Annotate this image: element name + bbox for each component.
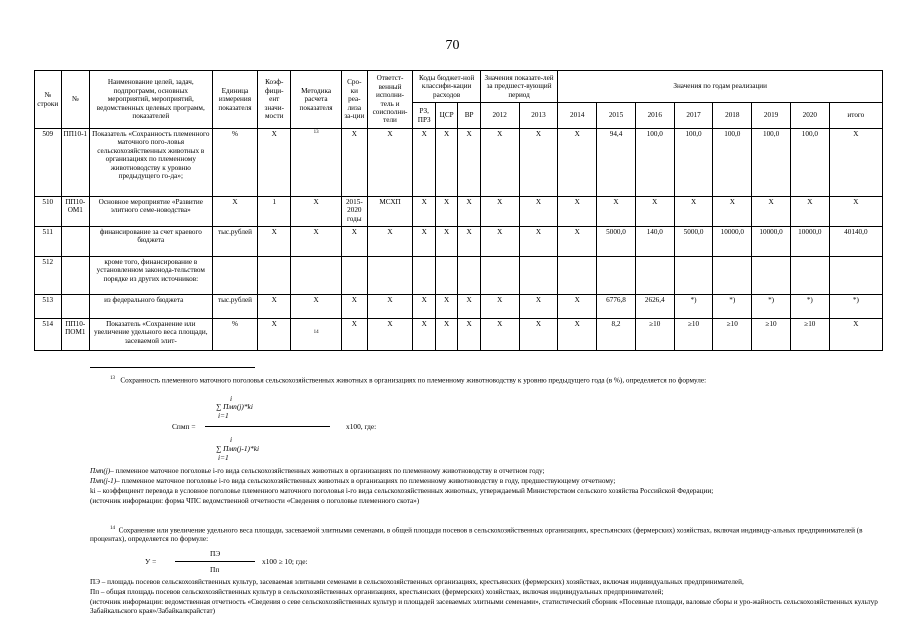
cell-terms: Х (342, 319, 368, 351)
cell-2018: *) (713, 295, 752, 319)
cell-total: Х (829, 197, 882, 227)
cell-2016 (635, 257, 674, 295)
header-name: Наименование целей, задач, подпрограмм, основных мероприятий, мероприятий, ведомственных целевых программ, показателей (90, 71, 212, 129)
cell-method (291, 129, 342, 197)
footnote-13-mark: 13 (110, 376, 115, 381)
cell-name: Основное мероприятие «Развитие элитного семе-новодства» (90, 197, 212, 227)
cell-2014: Х (558, 197, 597, 227)
cell-2016: 2626,4 (635, 295, 674, 319)
cell-row-num: 514 (35, 319, 62, 351)
formula-13-rhs: х100, где: (346, 422, 377, 431)
cell-total: *) (829, 295, 882, 319)
cell-2014: Х (558, 295, 597, 319)
cell-row-num: 511 (35, 227, 62, 257)
cell-2015: 94,4 (597, 129, 636, 197)
cell-2017: 5000,0 (674, 227, 713, 257)
header-exec: Ответст-венный исполни-тель и соисполни-тели (367, 71, 413, 129)
cell-rz: Х (413, 197, 435, 227)
header-rz: РЗ, ПРЗ (413, 103, 435, 129)
table-row (35, 227, 883, 257)
cell-2017: 100,0 (674, 129, 713, 197)
cell-coef: Х (258, 129, 291, 197)
footnote-13-def2-symbol: Пмп(j-1)– (90, 477, 120, 485)
header-2016: 2016 (635, 103, 674, 129)
cell-terms: Х (342, 295, 368, 319)
footnote-14-def2: Пп – общая площадь посевов сельскохозяйственных культур в сельскохозяйственных организациях, крестьянских (фермерских) хозяйствах, включая индивидуальных предпринимателей; (90, 588, 664, 596)
header-2012: 2012 (480, 103, 519, 129)
cell-2013: Х (519, 319, 558, 351)
header-2015: 2015 (597, 103, 636, 129)
table-row (35, 295, 883, 319)
cell-method: Х (291, 227, 342, 257)
cell-2016: Х (635, 197, 674, 227)
cell-exec: Х (367, 295, 413, 319)
cell-terms: Х (342, 129, 368, 197)
footnote-13 (110, 376, 880, 385)
cell-rz: Х (413, 319, 435, 351)
cell-2020: ≥10 (790, 319, 829, 351)
header-row-num: № строки (35, 71, 62, 129)
cell-2012: Х (480, 295, 519, 319)
footnote-ref-14[interactable]: 14 (313, 330, 319, 336)
cell-unit: % (212, 129, 258, 197)
cell-2012: Х (480, 129, 519, 197)
cell-rz: Х (413, 295, 435, 319)
cell-2015: 6776,8 (597, 295, 636, 319)
cell-unit: Х (212, 197, 258, 227)
cell-2015: 8,2 (597, 319, 636, 351)
cell-unit: % (212, 319, 258, 351)
cell-vr: Х (458, 295, 480, 319)
footnote-14-def3: (источник информации: ведомственная отчетность «Сведения о севе сельскохозяйственных культур и площадей засеваемых элитными семенами», статистический сборник «Посевные площади, валовые сборы и уро-жайность сельскохозяйственных культур Забайкальского края»/Забайкалкрайстат) (90, 598, 878, 615)
formula-14-den: Пп (210, 565, 220, 574)
cell-2018: ≥10 (713, 319, 752, 351)
cell-vr: Х (458, 197, 480, 227)
header-method: Методика расчета показателя (291, 71, 342, 129)
header-coef: Коэф-фици-ент значи-мости (258, 71, 291, 129)
cell-method: Х (291, 197, 342, 227)
cell-csr: Х (435, 295, 457, 319)
cell-2016: 100,0 (635, 129, 674, 197)
cell-num (61, 227, 90, 257)
cell-name: финансирование за счет краевого бюджета (90, 227, 212, 257)
cell-num (61, 295, 90, 319)
cell-2016: 140,0 (635, 227, 674, 257)
header-2020: 2020 (790, 103, 829, 129)
footnote-13-def4: (источник информации: форма ЧПС ведомственной отчетности «Сведения о поголовье племенного скота») (90, 497, 420, 505)
footnote-13-def1-symbol: Пмп(j)– (90, 467, 114, 475)
cell-unit (212, 257, 258, 295)
cell-unit: тыс.рублей (212, 295, 258, 319)
cell-2012: Х (480, 227, 519, 257)
formula-13-num-bottom: i=1 (218, 411, 229, 420)
cell-num: ПП10-1 (61, 129, 90, 197)
footnote-13-def3: ki – коэффициент перевода в условное поголовье племенного маточного поголовья i-го вида сельскохозяйственных животных, утверждаемый Министерством сельского хозяйства Российской Федерации; (90, 487, 714, 495)
formula-13-fraction-line (205, 426, 330, 427)
cell-2017 (674, 257, 713, 295)
footnote-14-mark: 14 (110, 526, 115, 531)
cell-2014 (558, 257, 597, 295)
cell-2017: *) (674, 295, 713, 319)
cell-name: Показатель «Сохранение или увеличение удельного веса площади, засеваемой элит- (90, 319, 212, 351)
cell-csr (435, 257, 457, 295)
footnote-13-def1-text: племенное маточное поголовье i-го вида сельскохозяйственных животных в организациях по племенному животноводству в отчетном году; (113, 467, 545, 475)
cell-2014: Х (558, 227, 597, 257)
cell-2019: 100,0 (752, 129, 791, 197)
cell-2012 (480, 257, 519, 295)
cell-vr: Х (458, 129, 480, 197)
cell-name: Показатель «Сохранность племенного маточного пого-ловья сельскохозяйственных животных в организациях по племенному животноводству к уровню предыдущего го-да»; (90, 129, 212, 197)
formula-13-lhs: Спмп = (172, 422, 196, 431)
cell-2018 (713, 257, 752, 295)
footnote-ref-13[interactable]: 13 (313, 130, 319, 135)
header-2019: 2019 (752, 103, 791, 129)
cell-2015: Х (597, 197, 636, 227)
cell-name: кроме того, финансирование в установленном законода-тельством порядке из других источников: (90, 257, 212, 295)
cell-exec: Х (367, 319, 413, 351)
footnote-13-def2-text: племенное маточное поголовье i-го вида сельскохозяйственных животных в организациях по племенному животноводству в году, предшествующему отчетному; (119, 477, 616, 485)
cell-name: из федерального бюджета (90, 295, 212, 319)
cell-2019: 10000,0 (752, 227, 791, 257)
cell-2019: *) (752, 295, 791, 319)
cell-rz: Х (413, 227, 435, 257)
formula-13-den-bottom: i=1 (218, 453, 229, 462)
cell-row-num: 509 (35, 129, 62, 197)
cell-total: 40140,0 (829, 227, 882, 257)
table-row (35, 197, 883, 227)
cell-2018: Х (713, 197, 752, 227)
cell-vr (458, 257, 480, 295)
table-row (35, 257, 883, 295)
formula-14-num: ПЭ (210, 549, 221, 558)
page-number: 70 (445, 38, 460, 53)
cell-exec: Х (367, 129, 413, 197)
cell-2015 (597, 257, 636, 295)
cell-vr: Х (458, 227, 480, 257)
cell-2020: 100,0 (790, 129, 829, 197)
cell-coef: 1 (258, 197, 291, 227)
cell-2020: *) (790, 295, 829, 319)
header-2017: 2017 (674, 103, 713, 129)
header-unit: Единица измерения показателя (212, 71, 258, 129)
header-num: № (61, 71, 90, 129)
cell-num: ПП10-ОМ1 (61, 197, 90, 227)
cell-total (829, 257, 882, 295)
footnote-13-def1 (90, 467, 880, 476)
cell-coef (258, 257, 291, 295)
cell-method (291, 257, 342, 295)
cell-exec (367, 257, 413, 295)
cell-2013: Х (519, 197, 558, 227)
cell-total: Х (829, 129, 882, 197)
formula-14-fraction-line (175, 561, 255, 562)
formula-13-num-top: i (230, 394, 233, 403)
cell-csr: Х (435, 129, 457, 197)
table-row (35, 129, 883, 197)
cell-2019 (752, 257, 791, 295)
header-terms: Сро-ки реа-лиза за-ции (342, 71, 368, 129)
cell-exec: Х (367, 227, 413, 257)
cell-2018: 100,0 (713, 129, 752, 197)
cell-2020 (790, 257, 829, 295)
cell-2013 (519, 257, 558, 295)
header-csr: ЦСР (435, 103, 457, 129)
cell-csr: Х (435, 227, 457, 257)
cell-coef: Х (258, 227, 291, 257)
formula-13-den-expr: ∑ Пмп(j-1)*ki (216, 444, 260, 453)
cell-2018: 10000,0 (713, 227, 752, 257)
cell-terms: 2015-2020 годы (342, 197, 368, 227)
header-2014: 2014 (558, 103, 597, 129)
header-vr: ВР (458, 103, 480, 129)
cell-2015: 5000,0 (597, 227, 636, 257)
cell-2017: Х (674, 197, 713, 227)
cell-row-num: 513 (35, 295, 62, 319)
formula-13-num-expr: ∑ Пмп(j)*ki (216, 402, 253, 411)
formula-14-rhs: х100 ≥ 10; где: (262, 557, 308, 566)
cell-method (291, 319, 342, 351)
cell-2020: Х (790, 197, 829, 227)
header-2013: 2013 (519, 103, 558, 129)
header-prev-values: Значения показате-лей за предшест-вующий период (480, 71, 558, 103)
cell-2012: Х (480, 319, 519, 351)
cell-2019: Х (752, 197, 791, 227)
cell-num: ПП10-ПОМ1 (61, 319, 90, 351)
cell-2020: 10000,0 (790, 227, 829, 257)
cell-csr: Х (435, 319, 457, 351)
cell-vr: Х (458, 319, 480, 351)
cell-exec: МСХП (367, 197, 413, 227)
cell-2013: Х (519, 295, 558, 319)
cell-csr: Х (435, 197, 457, 227)
footnote-14 (90, 526, 880, 544)
cell-terms (342, 257, 368, 295)
cell-row-num: 510 (35, 197, 62, 227)
cell-method: Х (291, 295, 342, 319)
cell-total: Х (829, 319, 882, 351)
cell-coef: Х (258, 295, 291, 319)
cell-2013: Х (519, 129, 558, 197)
formula-13-den-top: i (230, 435, 233, 444)
header-years-values: Значения по годам реализации (558, 71, 883, 103)
cell-2013: Х (519, 227, 558, 257)
footnote-13-def2 (90, 477, 880, 486)
indicators-table (34, 70, 883, 351)
cell-2016: ≥10 (635, 319, 674, 351)
table-row (35, 319, 883, 351)
formula-14-lhs: У = (145, 557, 157, 566)
cell-coef: Х (258, 319, 291, 351)
cell-2017: ≥10 (674, 319, 713, 351)
cell-unit: тыс.рублей (212, 227, 258, 257)
cell-2019: ≥10 (752, 319, 791, 351)
cell-rz (413, 257, 435, 295)
footnote-14-text: Сохранение или увеличение удельного веса площади, засеваемой элитными семенами, в общей площади посевов в сельскохозяйственных организациях, крестьянских (фермерских) хозяйствах, включая индивиду-альных предпринимателей (в процентах), определяется по формуле: (90, 526, 863, 544)
footnote-divider (90, 367, 255, 368)
footnote-13-text: Сохранность племенного маточного поголовья сельскохозяйственных животных в организациях по племенному животноводству к уровню предыдущего года (в %), определяется по формуле: (120, 376, 707, 385)
cell-terms: Х (342, 227, 368, 257)
cell-num (61, 257, 90, 295)
header-total: итого (829, 103, 882, 129)
cell-2012: Х (480, 197, 519, 227)
cell-2014: Х (558, 129, 597, 197)
cell-2014: Х (558, 319, 597, 351)
cell-rz: Х (413, 129, 435, 197)
header-2018: 2018 (713, 103, 752, 129)
footnote-14-def1: ПЭ – площадь посевов сельскохозяйственных культур, засеваемая элитными семенами в сельскохозяйственных организациях, крестьянских (фермерских) хозяйствах, включая индивидуальных предпринимателей, (90, 578, 744, 586)
header-budget-codes: Коды бюджет-ной классифи-кации расходов (413, 71, 480, 103)
cell-row-num: 512 (35, 257, 62, 295)
